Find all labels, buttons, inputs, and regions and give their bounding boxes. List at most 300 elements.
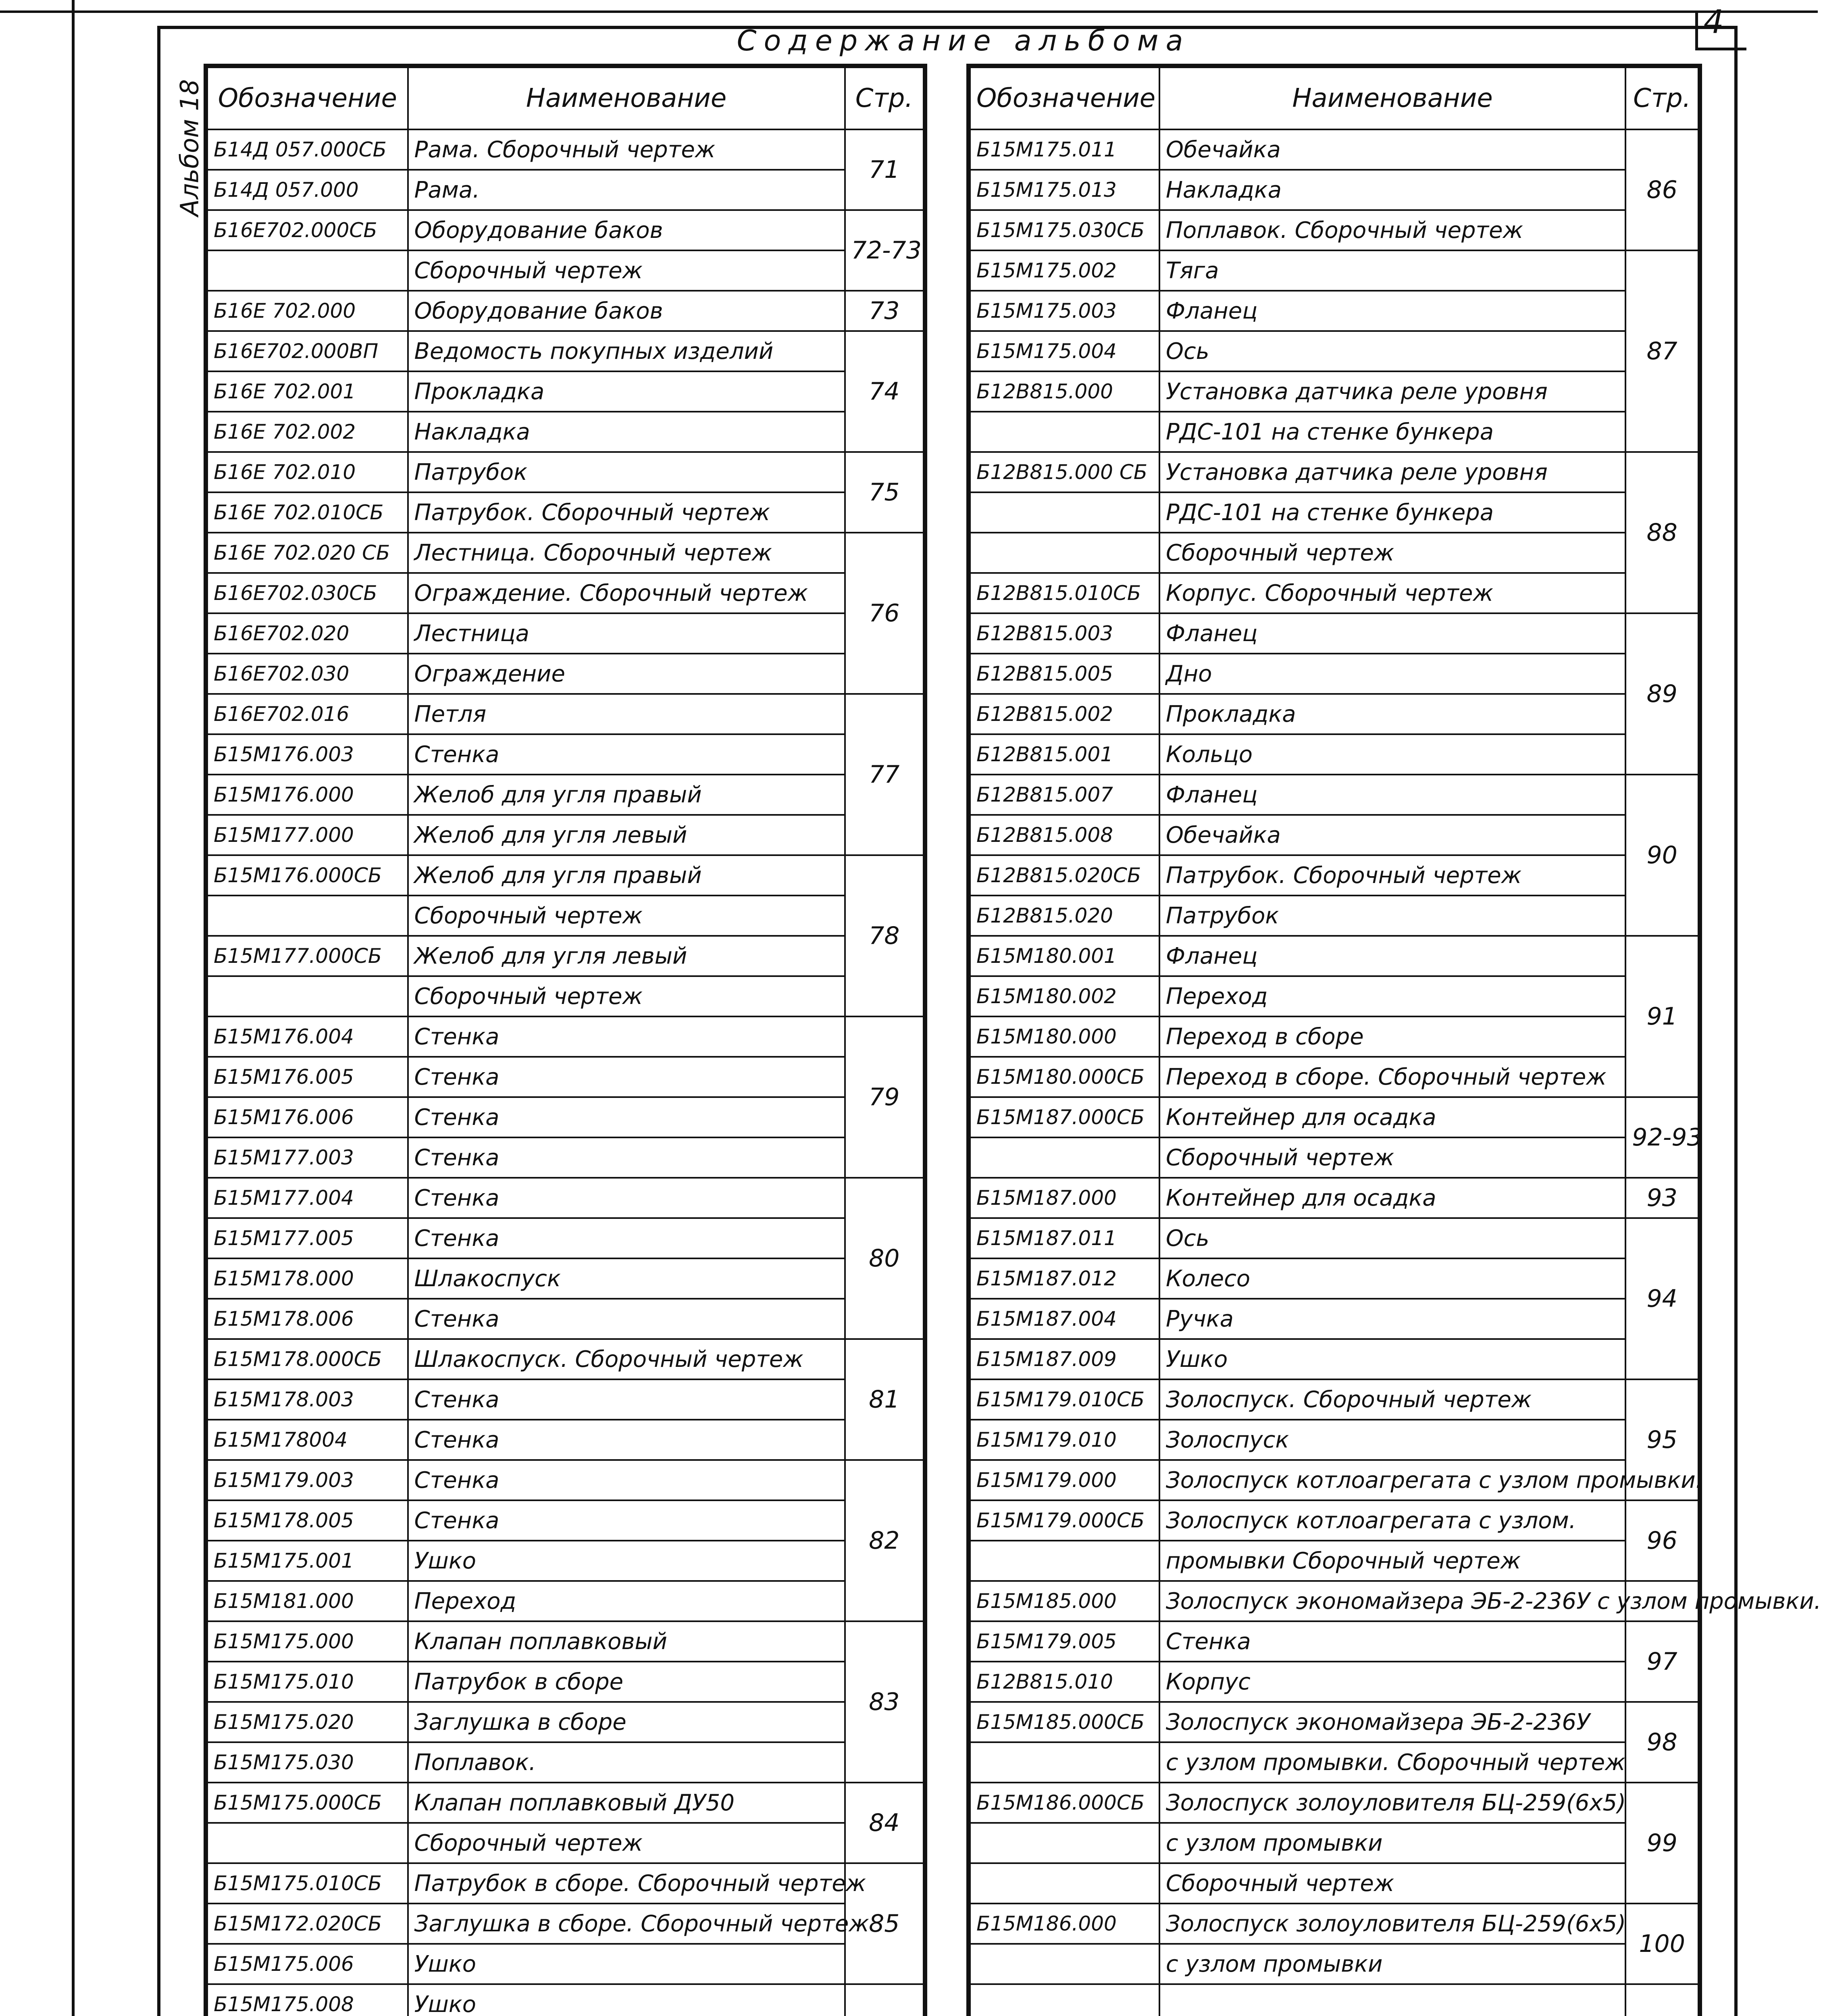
row-code: Б15М175.011 bbox=[970, 129, 1159, 170]
table-row bbox=[970, 1218, 1698, 1258]
table-row bbox=[207, 1904, 924, 1944]
table-row bbox=[207, 1944, 924, 1984]
table-row bbox=[207, 533, 924, 573]
table-row bbox=[207, 654, 924, 694]
row-code: Б16Е702.000ВП bbox=[207, 331, 408, 371]
row-code bbox=[970, 1863, 1159, 1904]
row-page: 83 bbox=[845, 1621, 924, 1783]
table-row bbox=[207, 1823, 924, 1863]
row-code: Б15М177.005 bbox=[207, 1218, 408, 1258]
row-page: 97 bbox=[1625, 1621, 1698, 1702]
table-row bbox=[970, 613, 1698, 654]
row-code: Б15М178.006 bbox=[207, 1299, 408, 1339]
row-code: Б15М176.005 bbox=[207, 1057, 408, 1097]
row-page: 74 bbox=[845, 331, 924, 452]
row-code: Б15М176.004 bbox=[207, 1016, 408, 1057]
row-page: 98 bbox=[1625, 1702, 1698, 1783]
row-name: Поплавок. bbox=[408, 1742, 845, 1783]
row-page: 94 bbox=[1625, 1218, 1698, 1379]
row-name: Накладка bbox=[1159, 170, 1625, 210]
row-page: 77 bbox=[845, 694, 924, 855]
row-name: Переход в сборе bbox=[1159, 1016, 1625, 1057]
table-row bbox=[970, 1097, 1698, 1137]
table-row bbox=[970, 1662, 1698, 1702]
table-row bbox=[970, 533, 1698, 573]
row-code: Б16Е702.030СБ bbox=[207, 573, 408, 613]
row-code: Б15М178.003 bbox=[207, 1379, 408, 1420]
row-name: Золоспуск экономайзера ЭБ-2-236У с узлом промывки. bbox=[1159, 1581, 1625, 1621]
row-name: Рама. bbox=[408, 170, 845, 210]
empty-row bbox=[970, 1984, 1698, 2016]
row-code: Б14Д 057.000 bbox=[207, 170, 408, 210]
row-page: 81 bbox=[845, 1339, 924, 1460]
row-code: Б15М187.012 bbox=[970, 1258, 1159, 1299]
table-row bbox=[970, 1500, 1698, 1541]
row-page: 95 bbox=[1625, 1379, 1698, 1500]
table-row bbox=[970, 1178, 1698, 1218]
album-contents-title: Содержание альбома bbox=[737, 24, 1190, 57]
row-code: Б12В815.005 bbox=[970, 654, 1159, 694]
row-name: Дно bbox=[1159, 654, 1625, 694]
row-name: Заглушка в сборе bbox=[408, 1702, 845, 1742]
row-name: Ручка bbox=[1159, 1299, 1625, 1339]
row-name: Ось bbox=[1159, 1218, 1625, 1258]
row-code: Б15М175.010 bbox=[207, 1662, 408, 1702]
row-name: Патрубок в сборе. Сборочный чертеж bbox=[408, 1863, 845, 1904]
table-row bbox=[970, 1460, 1698, 1500]
contents-table-left bbox=[204, 64, 927, 2016]
row-name: Колесо bbox=[1159, 1258, 1625, 1299]
row-name: РДС-101 на стенке бункера bbox=[1159, 492, 1625, 533]
row-name: Установка датчика реле уровня bbox=[1159, 452, 1625, 492]
row-code bbox=[970, 1944, 1159, 1984]
row-code: Б16Е 702.020 СБ bbox=[207, 533, 408, 573]
table-row bbox=[207, 694, 924, 734]
row-name: Ограждение. Сборочный чертеж bbox=[408, 573, 845, 613]
row-name: Установка датчика реле уровня bbox=[1159, 371, 1625, 412]
left-margin-line bbox=[72, 0, 75, 2016]
row-name: Стенка bbox=[408, 1178, 845, 1218]
row-page: 87 bbox=[1625, 250, 1698, 452]
row-code: Б15М187.011 bbox=[970, 1218, 1159, 1258]
row-name: Золоспуск экономайзера ЭБ-2-236У bbox=[1159, 1702, 1625, 1742]
row-page: 75 bbox=[845, 452, 924, 533]
table-row bbox=[207, 1097, 924, 1137]
table-row bbox=[970, 1863, 1698, 1904]
row-code: Б12В815.002 bbox=[970, 694, 1159, 734]
row-page: 82 bbox=[845, 1460, 924, 1621]
row-name: Прокладка bbox=[408, 371, 845, 412]
row-name: Сборочный чертеж bbox=[1159, 1137, 1625, 1178]
row-code: Б15М185.000СБ bbox=[970, 1702, 1159, 1742]
table-row bbox=[207, 1863, 924, 1904]
row-name: Контейнер для осадка bbox=[1159, 1097, 1625, 1137]
row-code: Б12В815.007 bbox=[970, 775, 1159, 815]
row-name: Стенка bbox=[408, 734, 845, 775]
row-name: промывки Сборочный чертеж bbox=[1159, 1541, 1625, 1581]
row-name: Оборудование баков bbox=[408, 291, 845, 331]
table-row bbox=[207, 452, 924, 492]
row-name: Стенка bbox=[408, 1218, 845, 1258]
sheet-number: 4 bbox=[1703, 3, 1724, 41]
table-row bbox=[207, 1379, 924, 1420]
row-name: Фланец bbox=[1159, 291, 1625, 331]
header-code: Обозначение bbox=[207, 67, 408, 129]
row-code: Б14Д 057.000СБ bbox=[207, 129, 408, 170]
table-row bbox=[207, 573, 924, 613]
table-row bbox=[207, 855, 924, 896]
row-page: 90 bbox=[1625, 775, 1698, 936]
row-name: Фланец bbox=[1159, 613, 1625, 654]
row-code: Б16Е702.030 bbox=[207, 654, 408, 694]
row-page: 85 bbox=[845, 1863, 924, 1984]
row-name: Сборочный чертеж bbox=[408, 1823, 845, 1863]
row-name: Ушко bbox=[408, 1984, 845, 2016]
row-code: Б15М186.000 bbox=[970, 1904, 1159, 1944]
row-page: 100 bbox=[1625, 1904, 1698, 1984]
table-row bbox=[970, 1944, 1698, 1984]
row-code: Б15М175.002 bbox=[970, 250, 1159, 291]
row-code bbox=[207, 250, 408, 291]
row-code bbox=[970, 412, 1159, 452]
row-name: Корпус. Сборочный чертеж bbox=[1159, 573, 1625, 613]
row-name: Обечайка bbox=[1159, 129, 1625, 170]
row-name: Оборудование баков bbox=[408, 210, 845, 250]
row-code: Б15М175.020 bbox=[207, 1702, 408, 1742]
table-row bbox=[970, 1823, 1698, 1863]
table-row bbox=[207, 1702, 924, 1742]
row-code: Б15М187.009 bbox=[970, 1339, 1159, 1379]
row-name: Переход bbox=[408, 1581, 845, 1621]
row-code: Б15М185.000 bbox=[970, 1581, 1159, 1621]
table-row bbox=[970, 936, 1698, 976]
table-row bbox=[207, 1783, 924, 1823]
row-name: Переход bbox=[1159, 976, 1625, 1016]
table-row bbox=[970, 371, 1698, 412]
row-name: Кольцо bbox=[1159, 734, 1625, 775]
row-name: Стенка bbox=[408, 1299, 845, 1339]
row-name: Желоб для угля левый bbox=[408, 815, 845, 855]
row-name: Фланец bbox=[1159, 936, 1625, 976]
row-page: 78 bbox=[845, 855, 924, 1016]
row-code: Б12В815.020СБ bbox=[970, 855, 1159, 896]
row-name: Стенка bbox=[408, 1379, 845, 1420]
table-row bbox=[207, 976, 924, 1016]
contents-table-right bbox=[966, 64, 1821, 2016]
row-name: Патрубок bbox=[408, 452, 845, 492]
table-row bbox=[970, 210, 1698, 250]
table-row bbox=[970, 1581, 1698, 1621]
row-code: Б16Е702.020 bbox=[207, 613, 408, 654]
table-row bbox=[207, 210, 924, 250]
row-name: Стенка bbox=[408, 1016, 845, 1057]
table-row bbox=[207, 936, 924, 976]
row-code: Б15М175.003 bbox=[970, 291, 1159, 331]
header-page: Стр. bbox=[1625, 67, 1698, 129]
row-code bbox=[970, 533, 1159, 573]
table-row bbox=[970, 1420, 1698, 1460]
table-row bbox=[970, 896, 1698, 936]
row-code: Б16Е702.016 bbox=[207, 694, 408, 734]
table-row bbox=[970, 1904, 1698, 1944]
table-row bbox=[207, 291, 924, 331]
row-name: Желоб для угля правый bbox=[408, 855, 845, 896]
row-code: Б15М178.000СБ bbox=[207, 1339, 408, 1379]
row-name: Петля bbox=[408, 694, 845, 734]
row-name: с узлом промывки. Сборочный чертеж bbox=[1159, 1742, 1625, 1783]
row-name: Патрубок bbox=[1159, 896, 1625, 936]
row-code: Б15М175.001 bbox=[207, 1541, 408, 1581]
row-code: Б12В815.010СБ bbox=[970, 573, 1159, 613]
row-code: Б16Е 702.001 bbox=[207, 371, 408, 412]
row-code bbox=[207, 1823, 408, 1863]
row-page: 86 bbox=[1625, 129, 1698, 250]
row-code bbox=[970, 1137, 1159, 1178]
table-row bbox=[970, 250, 1698, 291]
row-page: 93 bbox=[1625, 1178, 1698, 1218]
empty-cell bbox=[970, 1984, 1159, 2016]
table-row bbox=[970, 492, 1698, 533]
row-code: Б12В815.010 bbox=[970, 1662, 1159, 1702]
row-code: Б16Е 702.010СБ bbox=[207, 492, 408, 533]
table-row bbox=[207, 1541, 924, 1581]
row-name: Стенка bbox=[408, 1097, 845, 1137]
table-row bbox=[207, 331, 924, 371]
row-code bbox=[970, 492, 1159, 533]
row-name: с узлом промывки bbox=[1159, 1944, 1625, 1984]
row-name: Стенка bbox=[408, 1500, 845, 1541]
row-name: Сборочный чертеж bbox=[408, 896, 845, 936]
table-row bbox=[970, 976, 1698, 1016]
album-side-label: Альбом 18 bbox=[175, 79, 204, 217]
row-name: Золоспуск. Сборочный чертеж bbox=[1159, 1379, 1625, 1420]
row-code: Б15М177.000 bbox=[207, 815, 408, 855]
row-code: Б15М187.000СБ bbox=[970, 1097, 1159, 1137]
row-name: Тяга bbox=[1159, 250, 1625, 291]
table-row bbox=[207, 815, 924, 855]
row-code: Б15М175.004 bbox=[970, 331, 1159, 371]
row-code: Б15М175.006 bbox=[207, 1944, 408, 1984]
table-row bbox=[970, 815, 1698, 855]
row-name: Клапан поплавковый ДУ50 bbox=[408, 1783, 845, 1823]
row-name: Шлакоспуск. Сборочный чертеж bbox=[408, 1339, 845, 1379]
row-code: Б12В815.008 bbox=[970, 815, 1159, 855]
table-row bbox=[207, 412, 924, 452]
row-code: Б15М180.002 bbox=[970, 976, 1159, 1016]
table-row bbox=[207, 775, 924, 815]
table-row bbox=[970, 654, 1698, 694]
row-name: Ведомость покупных изделий bbox=[408, 331, 845, 371]
row-code: Б12В815.003 bbox=[970, 613, 1159, 654]
row-name: Ушко bbox=[408, 1944, 845, 1984]
table-row bbox=[970, 1339, 1698, 1379]
row-code: Б15М176.006 bbox=[207, 1097, 408, 1137]
table-row bbox=[207, 1621, 924, 1662]
row-code: Б15М179.010 bbox=[970, 1420, 1159, 1460]
table-header-row bbox=[970, 67, 1698, 129]
row-code: Б15М187.004 bbox=[970, 1299, 1159, 1339]
table-header-row bbox=[207, 67, 924, 129]
row-code: Б15М179.005 bbox=[970, 1621, 1159, 1662]
table-row bbox=[207, 1460, 924, 1500]
table-row bbox=[970, 694, 1698, 734]
row-code bbox=[207, 896, 408, 936]
row-name: Желоб для угля правый bbox=[408, 775, 845, 815]
row-name: РДС-101 на стенке бункера bbox=[1159, 412, 1625, 452]
row-name: Золоспуск котлоагрегата с узлом промывки. bbox=[1159, 1460, 1625, 1500]
table-row bbox=[970, 1742, 1698, 1783]
row-code: Б15М176.000 bbox=[207, 775, 408, 815]
row-page: 71 bbox=[845, 129, 924, 210]
table-row bbox=[970, 1137, 1698, 1178]
row-name: Рама. Сборочный чертеж bbox=[408, 129, 845, 170]
table-row bbox=[207, 1178, 924, 1218]
row-name: Сборочный чертеж bbox=[408, 976, 845, 1016]
row-name: Стенка bbox=[408, 1057, 845, 1097]
row-page: 92-93 bbox=[1625, 1097, 1698, 1178]
row-code: Б16Е702.000СБ bbox=[207, 210, 408, 250]
header-name: Наименование bbox=[408, 67, 845, 129]
row-code: Б16Е 702.010 bbox=[207, 452, 408, 492]
row-code: Б15М179.003 bbox=[207, 1460, 408, 1500]
row-code: Б16Е 702.002 bbox=[207, 412, 408, 452]
row-code bbox=[207, 976, 408, 1016]
row-name: Золоспуск золоуловителя БЦ-259(6х5) bbox=[1159, 1904, 1625, 1944]
table-row bbox=[207, 129, 924, 170]
row-code: Б15М180.000 bbox=[970, 1016, 1159, 1057]
empty-cell bbox=[1625, 1984, 1698, 2016]
table-row bbox=[207, 734, 924, 775]
table-row bbox=[970, 1258, 1698, 1299]
row-name: Золоспуск bbox=[1159, 1420, 1625, 1460]
row-page: 79 bbox=[845, 1016, 924, 1178]
table-row bbox=[970, 452, 1698, 492]
table-row bbox=[207, 1339, 924, 1379]
table-row bbox=[207, 250, 924, 291]
row-name: Стенка bbox=[408, 1137, 845, 1178]
table-row bbox=[207, 492, 924, 533]
table-row bbox=[970, 331, 1698, 371]
table-row bbox=[970, 1016, 1698, 1057]
table-row bbox=[207, 1218, 924, 1258]
table-row bbox=[970, 1541, 1698, 1581]
row-code: Б15М178.000 bbox=[207, 1258, 408, 1299]
row-code: Б15М175.010СБ bbox=[207, 1863, 408, 1904]
row-code: Б15М175.013 bbox=[970, 170, 1159, 210]
row-code: Б15М180.001 bbox=[970, 936, 1159, 976]
row-code: Б12В815.001 bbox=[970, 734, 1159, 775]
table-row bbox=[970, 734, 1698, 775]
row-name: Контейнер для осадка bbox=[1159, 1178, 1625, 1218]
table-row bbox=[207, 1581, 924, 1621]
table-row bbox=[970, 170, 1698, 210]
row-code: Б12В815.000 bbox=[970, 371, 1159, 412]
row-name: Переход в сборе. Сборочный чертеж bbox=[1159, 1057, 1625, 1097]
row-name: Сборочный чертеж bbox=[1159, 533, 1625, 573]
row-code: Б15М177.003 bbox=[207, 1137, 408, 1178]
table-row bbox=[207, 1299, 924, 1339]
row-code: Б15М178004 bbox=[207, 1420, 408, 1460]
row-name: Ушко bbox=[1159, 1339, 1625, 1379]
row-name: Шлакоспуск bbox=[408, 1258, 845, 1299]
table-row bbox=[207, 1016, 924, 1057]
row-name: Стенка bbox=[1159, 1621, 1625, 1662]
row-name: Накладка bbox=[408, 412, 845, 452]
row-code: Б15М176.003 bbox=[207, 734, 408, 775]
row-name: Ограждение bbox=[408, 654, 845, 694]
row-code: Б15М175.000СБ bbox=[207, 1783, 408, 1823]
row-page: 91 bbox=[1625, 936, 1698, 1097]
row-name: Патрубок. Сборочный чертеж bbox=[1159, 855, 1625, 896]
table-row bbox=[207, 371, 924, 412]
row-name: Патрубок. Сборочный чертеж bbox=[408, 492, 845, 533]
row-name: Золоспуск котлоагрегата с узлом. bbox=[1159, 1500, 1625, 1541]
row-name: Обечайка bbox=[1159, 815, 1625, 855]
row-name: Сборочный чертеж bbox=[408, 250, 845, 291]
row-name: Лестница bbox=[408, 613, 845, 654]
row-name: Стенка bbox=[408, 1460, 845, 1500]
table-row bbox=[207, 1984, 924, 2016]
table-row bbox=[970, 129, 1698, 170]
table-row bbox=[970, 855, 1698, 896]
table-row bbox=[970, 1299, 1698, 1339]
table-row bbox=[970, 775, 1698, 815]
row-code: Б15М178.005 bbox=[207, 1500, 408, 1541]
row-page: 89 bbox=[1625, 613, 1698, 775]
row-name: Фланец bbox=[1159, 775, 1625, 815]
row-name: с узлом промывки bbox=[1159, 1823, 1625, 1863]
row-code bbox=[970, 1541, 1159, 1581]
row-page: 76 bbox=[845, 533, 924, 694]
top-border-line bbox=[0, 10, 1818, 13]
row-code: Б15М181.000 bbox=[207, 1581, 408, 1621]
table-row bbox=[207, 1258, 924, 1299]
row-code: Б15М175.030СБ bbox=[970, 210, 1159, 250]
row-code bbox=[970, 1742, 1159, 1783]
row-code: Б15М175.000 bbox=[207, 1621, 408, 1662]
table-row bbox=[970, 1783, 1698, 1823]
row-code: Б15М172.020СБ bbox=[207, 1904, 408, 1944]
header-page: Стр. bbox=[845, 67, 924, 129]
table-row bbox=[207, 896, 924, 936]
table-row bbox=[207, 613, 924, 654]
table-row bbox=[207, 1500, 924, 1541]
row-code: Б15М177.000СБ bbox=[207, 936, 408, 976]
table-row bbox=[970, 1702, 1698, 1742]
row-code bbox=[970, 1823, 1159, 1863]
row-code: Б15М179.000СБ bbox=[970, 1500, 1159, 1541]
row-name: Заглушка в сборе. Сборочный чертеж bbox=[408, 1904, 845, 1944]
table-row bbox=[207, 1420, 924, 1460]
row-page: 99 bbox=[1625, 1783, 1698, 1904]
table-row bbox=[970, 1621, 1698, 1662]
row-name: Прокладка bbox=[1159, 694, 1625, 734]
row-name: Желоб для угля левый bbox=[408, 936, 845, 976]
table-row bbox=[207, 170, 924, 210]
header-code: Обозначение bbox=[970, 67, 1159, 129]
row-name: Поплавок. Сборочный чертеж bbox=[1159, 210, 1625, 250]
row-name: Патрубок в сборе bbox=[408, 1662, 845, 1702]
row-code: Б15М176.000СБ bbox=[207, 855, 408, 896]
row-name: Золоспуск золоуловителя БЦ-259(6х5) bbox=[1159, 1783, 1625, 1823]
row-code: Б15М180.000СБ bbox=[970, 1057, 1159, 1097]
row-code: Б12В815.000 СБ bbox=[970, 452, 1159, 492]
table-row bbox=[970, 291, 1698, 331]
header-name: Наименование bbox=[1159, 67, 1625, 129]
row-page: 72-73 bbox=[845, 210, 924, 291]
empty-cell bbox=[1159, 1984, 1625, 2016]
row-page bbox=[845, 1984, 924, 2016]
